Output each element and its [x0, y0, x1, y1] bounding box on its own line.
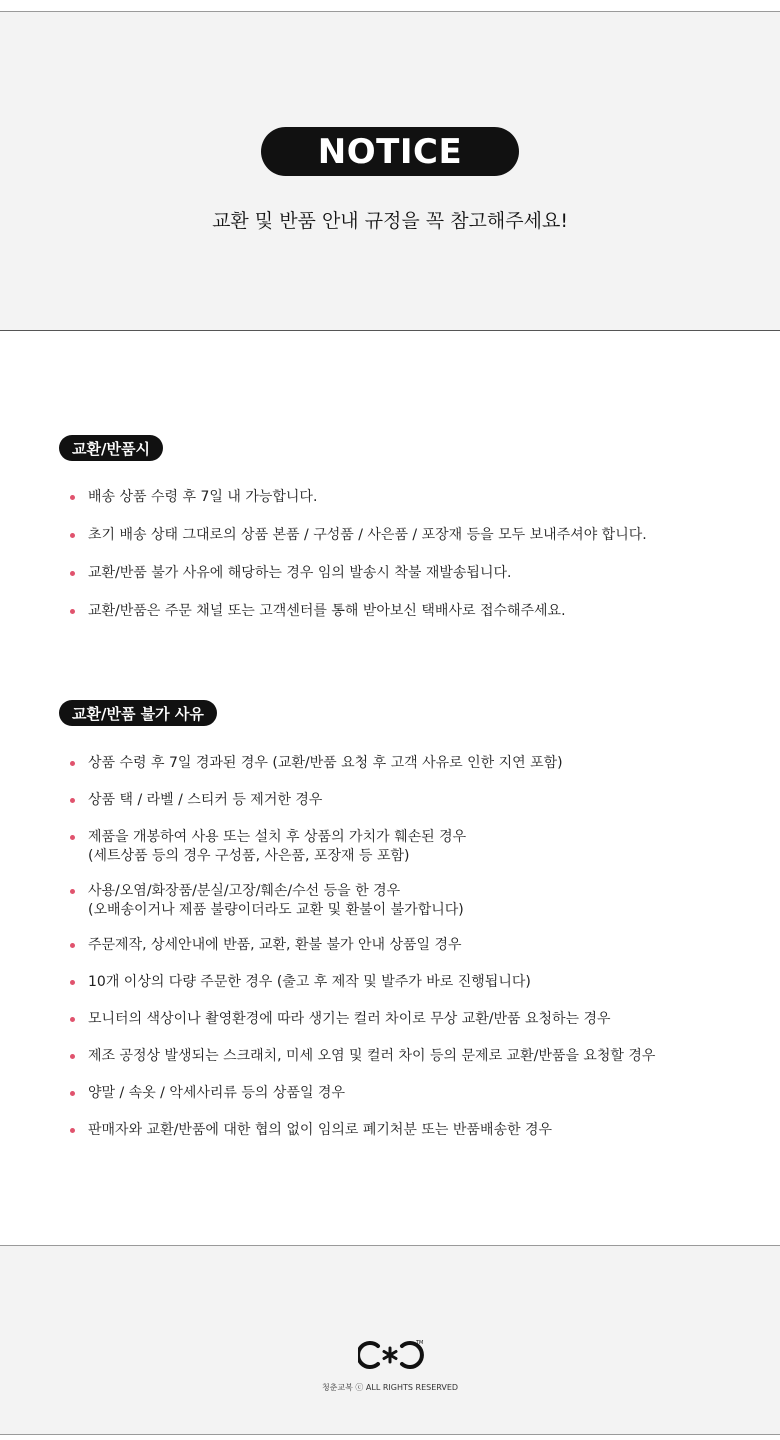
notice-title-badge: [261, 127, 519, 176]
bullet-dot-icon: [70, 1091, 75, 1096]
bullet-dot-icon: [70, 1017, 75, 1022]
brand-logo-icon: [358, 1338, 424, 1372]
list-item-text: 제조 공정상 발생되는 스크래치, 미세 오염 및 컬러 차이 등의 문제로 교환/반품을 요청할 경우: [88, 1048, 656, 1064]
list-item: [70, 1010, 655, 1029]
copyright-text: 청춘교복 ⓒ ALL RIGHTS RESERVED: [321, 1383, 459, 1392]
list-item-text: 교환/반품 불가 사유에 해당하는 경우 임의 발송시 착불 재발송됩니다.: [88, 565, 512, 581]
list-item-text: 상품 택 / 라벨 / 스티커 등 제거한 경우: [88, 792, 323, 808]
bullet-dot-icon: [70, 761, 75, 766]
list-item: [70, 828, 655, 866]
list-item-text: 모니터의 색상이나 촬영환경에 따라 생기는 컬러 차이로 무상 교환/반품 요청하는 경우: [88, 1011, 611, 1027]
list-item: [70, 973, 655, 992]
bullet-dot-icon: [70, 835, 75, 840]
list-item: [70, 526, 647, 545]
exchange-return-rules-list: [70, 488, 647, 640]
list-item-text: 상품 수령 후 7일 경과된 경우 (교환/반품 요청 후 고객 사유로 인한 지연 포함): [88, 755, 563, 771]
bullet-dot-icon: [70, 571, 75, 576]
bullet-dot-icon: [70, 980, 75, 985]
section-tag-exchange-return: [59, 435, 163, 461]
list-item: [70, 1047, 655, 1066]
section-tag-label: 교환/반품시: [72, 439, 150, 458]
list-item-text: (오배송이거나 제품 불량이더라도 교환 및 환불이 불가합니다): [88, 902, 464, 918]
list-item-text: 판매자와 교환/반품에 대한 협의 없이 임의로 폐기처분 또는 반품배송한 경우: [88, 1122, 553, 1138]
trademark-mark: TM: [416, 1340, 424, 1346]
not-allowed-reasons-list: [70, 754, 655, 1158]
list-item: [70, 1084, 655, 1103]
list-item-text: 10개 이상의 다량 주문한 경우 (출고 후 제작 및 발주가 바로 진행됩니다): [88, 974, 531, 990]
section-tag-label: 교환/반품 불가 사유: [72, 704, 204, 723]
list-item-text: 배송 상품 수령 후 7일 내 가능합니다.: [88, 489, 318, 505]
list-item: [70, 564, 647, 583]
bullet-dot-icon: [70, 495, 75, 500]
list-item-text: 교환/반품은 주문 채널 또는 고객센터를 통해 받아보신 택배사로 접수해주세요.: [88, 603, 566, 619]
list-item-text: 사용/오염/화장품/분실/고장/훼손/수선 등을 한 경우: [88, 883, 401, 899]
bullet-dot-icon: [70, 1054, 75, 1059]
list-item-text: (세트상품 등의 경우 구성품, 사은품, 포장재 등 포함): [88, 848, 410, 864]
list-item: [70, 1121, 655, 1140]
list-item: [70, 754, 655, 773]
bullet-dot-icon: [70, 1128, 75, 1133]
bullet-dot-icon: [70, 798, 75, 803]
list-item: [70, 882, 655, 920]
list-item-text: 제품을 개봉하여 사용 또는 설치 후 상품의 가치가 훼손된 경우: [88, 829, 467, 845]
list-item: [70, 791, 655, 810]
section-tag-not-allowed: [59, 700, 217, 726]
bullet-dot-icon: [70, 533, 75, 538]
bullet-dot-icon: [70, 609, 75, 614]
list-item: [70, 488, 647, 507]
list-item-text: 초기 배송 상태 그대로의 상품 본품 / 구성품 / 사은품 / 포장재 등을 모두 보내주셔야 합니다.: [88, 527, 647, 543]
list-item-text: 주문제작, 상세안내에 반품, 교환, 환불 불가 안내 상품일 경우: [88, 937, 462, 953]
bullet-dot-icon: [70, 889, 75, 894]
list-item-text: 양말 / 속옷 / 악세사리류 등의 상품일 경우: [88, 1085, 345, 1101]
bullet-dot-icon: [70, 943, 75, 948]
list-item: [70, 936, 655, 955]
notice-title: NOTICE: [317, 131, 463, 172]
list-item: [70, 602, 647, 621]
notice-subtitle: 교환 및 반품 안내 규정을 꼭 참고해주세요!: [212, 210, 568, 232]
